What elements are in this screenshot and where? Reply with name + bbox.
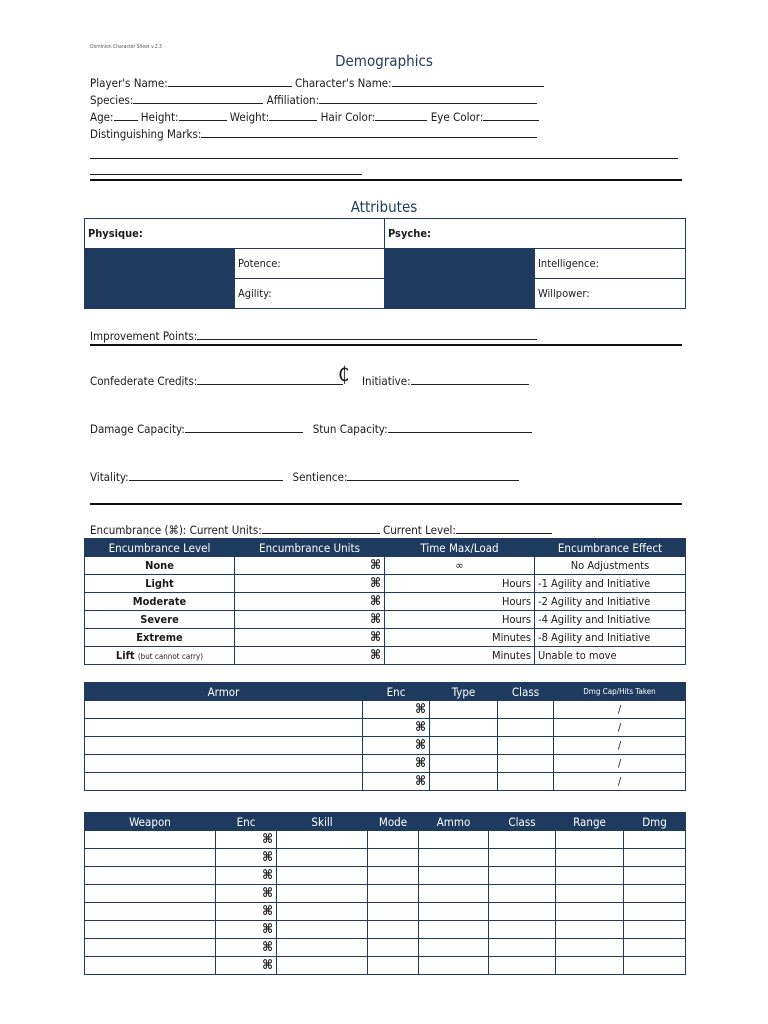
enc-level-name: Lift bbox=[115, 649, 135, 662]
stun-capacity-label: Stun Capacity: bbox=[312, 422, 388, 436]
weapon-range-cell[interactable] bbox=[556, 957, 624, 975]
vitality-field[interactable] bbox=[129, 470, 283, 481]
command-symbol-icon[interactable]: ⌘ bbox=[216, 831, 277, 849]
armor-table bbox=[84, 682, 686, 791]
enc-level-name: Severe bbox=[140, 613, 179, 626]
weapon-header-7: Dmg bbox=[624, 813, 686, 831]
damage-capacity-label: Damage Capacity: bbox=[90, 422, 185, 436]
current-level-label: Current Level: bbox=[383, 523, 456, 537]
sheet-version-label: Dominion Character Sheet v.2.3 bbox=[90, 44, 162, 50]
enc-header-0: Encumbrance Level bbox=[85, 539, 235, 557]
enc-row bbox=[85, 557, 686, 575]
weapon-class-cell[interactable] bbox=[489, 957, 556, 975]
enc-header-3: Encumbrance Effect bbox=[535, 539, 686, 557]
weapon-skill-cell[interactable] bbox=[277, 939, 368, 957]
weapon-ammo-cell[interactable] bbox=[419, 831, 489, 849]
encumbrance-table bbox=[84, 538, 686, 665]
weapon-name-cell[interactable] bbox=[85, 957, 216, 975]
weapon-range-cell[interactable] bbox=[556, 849, 624, 867]
hair-color-field[interactable] bbox=[375, 110, 427, 121]
weapon-range-cell[interactable] bbox=[556, 921, 624, 939]
armor-row bbox=[85, 737, 686, 755]
enc-level-cell bbox=[85, 557, 235, 575]
affiliation-field[interactable] bbox=[319, 93, 537, 104]
enc-level-cell bbox=[85, 647, 235, 665]
distinguishing-marks-label: Distinguishing Marks: bbox=[90, 127, 202, 141]
stats-divider bbox=[90, 503, 682, 505]
weapon-skill-cell[interactable] bbox=[277, 831, 368, 849]
armor-row bbox=[85, 719, 686, 737]
species-label: Species: bbox=[90, 93, 134, 107]
weapon-ammo-cell[interactable] bbox=[419, 849, 489, 867]
command-symbol-icon[interactable]: ⌘ bbox=[363, 719, 430, 737]
weapon-range-cell[interactable] bbox=[556, 885, 624, 903]
enc-level-cell bbox=[85, 629, 235, 647]
weapon-dmg-cell[interactable] bbox=[624, 957, 686, 975]
weapon-header-0: Weapon bbox=[85, 813, 216, 831]
weapon-mode-cell[interactable] bbox=[368, 939, 419, 957]
height-label: Height: bbox=[140, 110, 179, 124]
weapon-table bbox=[84, 812, 686, 975]
sentience-field[interactable] bbox=[347, 470, 519, 481]
armor-dmg-cell[interactable]: / bbox=[554, 773, 686, 791]
height-field[interactable] bbox=[179, 110, 227, 121]
weapon-skill-cell[interactable] bbox=[277, 885, 368, 903]
psyche-label: Psyche: bbox=[385, 219, 686, 249]
weapon-row bbox=[85, 867, 686, 885]
weapon-name-cell[interactable] bbox=[85, 921, 216, 939]
eye-color-field[interactable] bbox=[483, 110, 539, 121]
weapon-dmg-cell[interactable] bbox=[624, 939, 686, 957]
armor-header-2: Type bbox=[430, 683, 498, 701]
weapon-class-cell[interactable] bbox=[489, 903, 556, 921]
physique-score-cell[interactable] bbox=[85, 249, 235, 309]
physique-label: Physique: bbox=[85, 219, 385, 249]
weapon-skill-cell[interactable] bbox=[277, 903, 368, 921]
command-symbol-icon[interactable]: ⌘ bbox=[235, 611, 385, 629]
weapon-header-2: Skill bbox=[277, 813, 368, 831]
marks-row bbox=[90, 127, 537, 141]
encumbrance-current-row bbox=[90, 523, 552, 537]
weapon-header-1: Enc bbox=[216, 813, 277, 831]
weapon-dmg-cell[interactable] bbox=[624, 921, 686, 939]
improvement-row bbox=[90, 329, 537, 343]
enc-row bbox=[85, 575, 686, 593]
weapon-row bbox=[85, 885, 686, 903]
current-units-label: Encumbrance (⌘): Current Units: bbox=[90, 523, 262, 537]
command-symbol-icon[interactable]: ⌘ bbox=[235, 575, 385, 593]
weapon-header-4: Ammo bbox=[419, 813, 489, 831]
armor-class-cell[interactable] bbox=[498, 755, 554, 773]
armor-name-cell[interactable] bbox=[85, 737, 363, 755]
weapon-class-cell[interactable] bbox=[489, 867, 556, 885]
potence-cell[interactable]: Potence: bbox=[235, 249, 385, 279]
enc-time-cell: Hours bbox=[385, 575, 535, 593]
marks-line-2[interactable] bbox=[90, 158, 678, 159]
command-symbol-icon[interactable]: ⌘ bbox=[216, 939, 277, 957]
enc-level-name: Light bbox=[145, 577, 174, 590]
weapon-name-cell[interactable] bbox=[85, 903, 216, 921]
armor-name-cell[interactable] bbox=[85, 701, 363, 719]
armor-class-cell[interactable] bbox=[498, 773, 554, 791]
hair-color-label: Hair Color: bbox=[320, 110, 376, 124]
enc-level-cell bbox=[85, 575, 235, 593]
age-label: Age: bbox=[90, 110, 114, 124]
section-divider bbox=[90, 179, 682, 181]
psyche-score-cell[interactable] bbox=[385, 249, 535, 309]
enc-level-name: Extreme bbox=[136, 631, 183, 644]
armor-type-cell[interactable] bbox=[430, 719, 498, 737]
weapon-name-cell[interactable] bbox=[85, 831, 216, 849]
armor-type-cell[interactable] bbox=[430, 737, 498, 755]
weapon-header-6: Range bbox=[556, 813, 624, 831]
affiliation-label: Affiliation: bbox=[266, 93, 320, 107]
demographics-title: Demographics bbox=[335, 52, 433, 70]
enc-level-name: None bbox=[145, 559, 174, 572]
weapon-row bbox=[85, 957, 686, 975]
weapon-row bbox=[85, 903, 686, 921]
armor-name-cell[interactable] bbox=[85, 719, 363, 737]
weapon-mode-cell[interactable] bbox=[368, 849, 419, 867]
weapon-mode-cell[interactable] bbox=[368, 885, 419, 903]
armor-class-cell[interactable] bbox=[498, 701, 554, 719]
command-symbol-icon[interactable]: ⌘ bbox=[216, 849, 277, 867]
improvement-points-label: Improvement Points: bbox=[90, 329, 198, 343]
weapon-header-5: Class bbox=[489, 813, 556, 831]
character-name-field[interactable] bbox=[392, 76, 544, 87]
damage-capacity-field[interactable] bbox=[185, 422, 303, 433]
age-field[interactable] bbox=[114, 110, 138, 121]
weapon-skill-cell[interactable] bbox=[277, 921, 368, 939]
enc-level-cell bbox=[85, 611, 235, 629]
armor-row bbox=[85, 773, 686, 791]
weapon-range-cell[interactable] bbox=[556, 831, 624, 849]
command-symbol-icon[interactable]: ⌘ bbox=[235, 593, 385, 611]
weapon-dmg-cell[interactable] bbox=[624, 849, 686, 867]
weight-label: Weight: bbox=[229, 110, 270, 124]
weapon-name-cell[interactable] bbox=[85, 939, 216, 957]
weapon-class-cell[interactable] bbox=[489, 849, 556, 867]
stun-capacity-field[interactable] bbox=[388, 422, 532, 433]
weapon-ammo-cell[interactable] bbox=[419, 957, 489, 975]
initiative-label: Initiative: bbox=[362, 374, 411, 388]
credits-row bbox=[90, 374, 343, 388]
enc-effect-cell: No Adjustments bbox=[535, 557, 686, 575]
weapon-mode-cell[interactable] bbox=[368, 867, 419, 885]
weapon-class-cell[interactable] bbox=[489, 831, 556, 849]
confederate-credits-field[interactable] bbox=[197, 374, 343, 385]
enc-time-cell: Hours bbox=[385, 611, 535, 629]
command-symbol-icon[interactable]: ⌘ bbox=[235, 629, 385, 647]
vitality-label: Vitality: bbox=[90, 470, 129, 484]
enc-effect-cell: -4 Agility and Initiative bbox=[535, 611, 686, 629]
player-name-row bbox=[90, 76, 544, 90]
sentience-label: Sentience: bbox=[292, 470, 348, 484]
armor-type-cell[interactable] bbox=[430, 755, 498, 773]
command-symbol-icon[interactable]: ⌘ bbox=[363, 701, 430, 719]
armor-dmg-cell[interactable]: / bbox=[554, 719, 686, 737]
armor-header-1: Enc bbox=[363, 683, 430, 701]
weapon-class-cell[interactable] bbox=[489, 921, 556, 939]
enc-effect-cell: -2 Agility and Initiative bbox=[535, 593, 686, 611]
command-symbol-icon[interactable]: ⌘ bbox=[216, 903, 277, 921]
age-row bbox=[90, 110, 539, 124]
confederate-credits-label: Confederate Credits: bbox=[90, 374, 198, 388]
player-name-label: Player's Name: bbox=[90, 76, 168, 90]
credit-symbol-icon: ₵ bbox=[338, 362, 350, 386]
enc-level-cell bbox=[85, 593, 235, 611]
improvement-points-field[interactable] bbox=[197, 329, 537, 340]
weapon-mode-cell[interactable] bbox=[368, 831, 419, 849]
weapon-ammo-cell[interactable] bbox=[419, 903, 489, 921]
weapon-dmg-cell[interactable] bbox=[624, 867, 686, 885]
weapon-ammo-cell[interactable] bbox=[419, 885, 489, 903]
weapon-ammo-cell[interactable] bbox=[419, 867, 489, 885]
capacity-row bbox=[90, 422, 532, 436]
weapon-mode-cell[interactable] bbox=[368, 921, 419, 939]
weapon-row bbox=[85, 849, 686, 867]
weapon-mode-cell[interactable] bbox=[368, 957, 419, 975]
current-level-field[interactable] bbox=[456, 523, 552, 534]
weight-field[interactable] bbox=[269, 110, 317, 121]
species-field[interactable] bbox=[133, 93, 263, 104]
enc-header-1: Encumbrance Units bbox=[235, 539, 385, 557]
weapon-row bbox=[85, 939, 686, 957]
enc-effect-cell: -1 Agility and Initiative bbox=[535, 575, 686, 593]
weapon-mode-cell[interactable] bbox=[368, 903, 419, 921]
enc-time-cell: Minutes bbox=[385, 647, 535, 665]
armor-class-cell[interactable] bbox=[498, 719, 554, 737]
eye-color-label: Eye Color: bbox=[430, 110, 484, 124]
command-symbol-icon[interactable]: ⌘ bbox=[216, 885, 277, 903]
command-symbol-icon[interactable]: ⌘ bbox=[216, 867, 277, 885]
enc-header-2: Time Max/Load bbox=[385, 539, 535, 557]
weapon-class-cell[interactable] bbox=[489, 885, 556, 903]
armor-row bbox=[85, 701, 686, 719]
weapon-name-cell[interactable] bbox=[85, 885, 216, 903]
armor-header-3: Class bbox=[498, 683, 554, 701]
weapon-row bbox=[85, 831, 686, 849]
armor-dmg-cell[interactable]: / bbox=[554, 701, 686, 719]
initiative-row bbox=[362, 374, 529, 388]
player-name-field[interactable] bbox=[168, 76, 292, 87]
armor-header-0: Armor bbox=[85, 683, 363, 701]
enc-row bbox=[85, 629, 686, 647]
command-symbol-icon[interactable]: ⌘ bbox=[216, 921, 277, 939]
agility-cell[interactable]: Agility: bbox=[235, 279, 385, 309]
armor-class-cell[interactable] bbox=[498, 737, 554, 755]
character-name-label: Character's Name: bbox=[295, 76, 392, 90]
weapon-row bbox=[85, 921, 686, 939]
enc-effect-cell: Unable to move bbox=[535, 647, 686, 665]
marks-line-3[interactable] bbox=[90, 174, 362, 175]
command-symbol-icon[interactable]: ⌘ bbox=[235, 647, 385, 665]
weapon-range-cell[interactable] bbox=[556, 867, 624, 885]
enc-level-note: (but cannot carry) bbox=[137, 652, 204, 661]
weapon-name-cell[interactable] bbox=[85, 867, 216, 885]
armor-name-cell[interactable] bbox=[85, 755, 363, 773]
weapon-dmg-cell[interactable] bbox=[624, 831, 686, 849]
weapon-header-3: Mode bbox=[368, 813, 419, 831]
weapon-ammo-cell[interactable] bbox=[419, 921, 489, 939]
armor-dmg-cell[interactable]: / bbox=[554, 755, 686, 773]
weapon-skill-cell[interactable] bbox=[277, 849, 368, 867]
armor-dmg-cell[interactable]: / bbox=[554, 737, 686, 755]
initiative-field[interactable] bbox=[411, 374, 529, 385]
command-symbol-icon[interactable]: ⌘ bbox=[363, 737, 430, 755]
armor-type-cell[interactable] bbox=[430, 773, 498, 791]
armor-row bbox=[85, 755, 686, 773]
enc-row bbox=[85, 593, 686, 611]
enc-row bbox=[85, 647, 686, 665]
attributes-title: Attributes bbox=[350, 198, 418, 216]
willpower-cell[interactable]: Willpower: bbox=[535, 279, 686, 309]
armor-header-4: Dmg Cap/Hits Taken bbox=[554, 683, 686, 701]
armor-type-cell[interactable] bbox=[430, 701, 498, 719]
distinguishing-marks-field[interactable] bbox=[201, 127, 537, 138]
weapon-dmg-cell[interactable] bbox=[624, 903, 686, 921]
weapon-skill-cell[interactable] bbox=[277, 957, 368, 975]
enc-time-cell: Minutes bbox=[385, 629, 535, 647]
weapon-skill-cell[interactable] bbox=[277, 867, 368, 885]
command-symbol-icon[interactable]: ⌘ bbox=[235, 557, 385, 575]
weapon-dmg-cell[interactable] bbox=[624, 885, 686, 903]
improvement-divider bbox=[90, 344, 682, 346]
enc-effect-cell: -8 Agility and Initiative bbox=[535, 629, 686, 647]
command-symbol-icon[interactable]: ⌘ bbox=[216, 957, 277, 975]
attributes-table bbox=[84, 218, 686, 309]
current-units-field[interactable] bbox=[262, 523, 380, 534]
weapon-range-cell[interactable] bbox=[556, 903, 624, 921]
enc-time-cell: ∞ bbox=[385, 557, 535, 575]
weapon-range-cell[interactable] bbox=[556, 939, 624, 957]
enc-time-cell: Hours bbox=[385, 593, 535, 611]
enc-level-name: Moderate bbox=[132, 595, 187, 608]
vitality-row bbox=[90, 470, 519, 484]
weapon-ammo-cell[interactable] bbox=[419, 939, 489, 957]
armor-name-cell[interactable] bbox=[85, 773, 363, 791]
intelligence-cell[interactable]: Intelligence: bbox=[535, 249, 686, 279]
command-symbol-icon[interactable]: ⌘ bbox=[363, 773, 430, 791]
command-symbol-icon[interactable]: ⌘ bbox=[363, 755, 430, 773]
weapon-name-cell[interactable] bbox=[85, 849, 216, 867]
species-row bbox=[90, 93, 537, 107]
weapon-class-cell[interactable] bbox=[489, 939, 556, 957]
enc-row bbox=[85, 611, 686, 629]
